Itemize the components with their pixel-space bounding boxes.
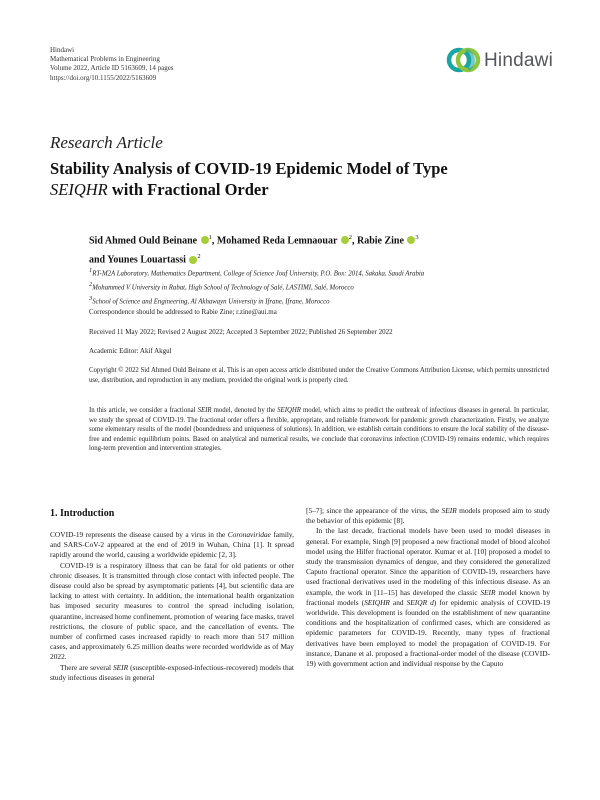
text-italic: Coronaviridae xyxy=(227,530,271,539)
author-name[interactable]: Rabie Zine xyxy=(356,235,404,247)
logo-text: Hindawi xyxy=(484,50,553,71)
paragraph xyxy=(50,663,294,683)
title-part1: Stability Analysis of COVID-19 Epidemic Model of Type xyxy=(50,159,448,178)
text: and xyxy=(389,597,407,607)
affiliation-item xyxy=(89,280,549,294)
abstract-text: model, denoted by the xyxy=(211,407,278,414)
column-right xyxy=(306,506,550,669)
author-name[interactable]: Mohamed Reda Lemnaouar xyxy=(216,235,338,247)
paragraph: COVID-19 is a respiratory illness that can be fatal for old patients or other chronic diseases. It is transmitted through close contact with infected people. The disease could also be spread by asymptomatic patients [4], but scientific data are lacking to attest with certainty. In addition, the international health organization has imposed security measures to control the spread including isolation, quarantine, increased home confinement, promotion of wearing face masks, travel restrictions, the closure of public space, and the cancellation of events. The number of confirmed cases increased rapidly to reach more than 517 million cases, and approximately 6.25 million deaths were recorded worldwide as of May 2022. xyxy=(50,560,294,662)
title-model: SEIQHR xyxy=(50,180,108,199)
volume-info: Volume 2022, Article ID 5163609, 14 pages xyxy=(50,64,174,73)
article-title xyxy=(50,158,520,200)
text-italic: SEIR xyxy=(480,587,496,597)
text: [5–7]; since the appearance of the virus, the xyxy=(306,506,442,515)
author-name[interactable]: and Younes Louartassi xyxy=(89,254,186,266)
author-affiliation-ref: 2 xyxy=(348,234,352,241)
abstract-model: SEIR xyxy=(197,407,212,414)
text: ) for epidemic analysis of COVID-19 worldwide. This development is founded on the establishment of new quarantine conditions and the hospitalization of confirmed cases, which are considered as epidemic parameters for COVID-19. Recently, many types of fractional derivatives have been employed to model the propagation of COVID-19. For instance, Danane et al. proposed a fractional-order model of the disease (COVID-19) with government action and individual response by the Caputo xyxy=(306,597,551,669)
text: model known by fractional models ( xyxy=(306,587,550,607)
orcid-icon[interactable] xyxy=(201,236,209,244)
author-list: Sid Ahmed Ould Beinane $^1$, Mohamed Reda Lemnaouar $^2$, Rabie Zine $^3$ and Younes Louartassi $^2$ xyxy=(89,234,419,266)
affiliations xyxy=(89,266,549,307)
text: There are several xyxy=(60,662,113,672)
author-name[interactable]: Sid Ahmed Ould Beinane xyxy=(89,235,198,247)
journal-meta xyxy=(50,46,174,83)
text: COVID-19 represents the disease caused by a virus in the xyxy=(50,530,228,539)
academic-editor: Academic Editor: Akif Akgul xyxy=(89,347,172,355)
affiliation-text: RT-M2A Laboratory, Mathematics Department, College of Science Jouf University, P.O. Box: 2014, Sakaka, Saudi Arabia xyxy=(92,270,425,278)
affiliation-text: Mohammed V University in Rabat, High School of Technology of Salé, LASTIMI, Salé, Morocco xyxy=(92,284,354,292)
affiliation-num: 1 xyxy=(89,267,93,274)
author-affiliation-ref: 2 xyxy=(197,253,201,261)
abstract-text: In this article, we consider a fractional xyxy=(89,407,198,414)
affiliation-text: School of Science and Engineering, Al Akhawayn University in Ifrane, Ifrane, Morocco xyxy=(92,297,330,305)
correspondence: Correspondence should be addressed to Rabie Zine; r.zine@aui.ma xyxy=(89,308,277,316)
orcid-icon[interactable] xyxy=(341,236,349,244)
abstract-text: model, which aims to predict the outbreak of infectious diseases in general. In particular, we study the spread of COVID-19. The fractional order offers a flexible, appropriate, and reliable framework for pandemic growth characterization. Firstly, we analyze some elementary results of the model (boundedness and uniqueness of solutions). In addition, we establish certain conditions to ensure the local stability of the disease-free and endemic equilibrium points. Based on analytical and numerical results, we conclude that coronavirus infection (COVID-19) remains endemic, which requires long-term prevention and intervention strategies. xyxy=(89,407,549,453)
text: In the last decade, fractional models have been used to model diseases in general. For example, Singh [9] proposed a new fractional model of blood alcohol model using the Hilfer fractional operator. Kumar et al. [10] proposed a model to study the transmission dynamics of dengue, and they considered the generalized Caputo fractional operator. Since the apparition of COVID-19, researchers have used fractional derivatives used in the modeling of this infectious disease. As an example, the work in [11–15] has developed the classic xyxy=(306,526,550,597)
text: (susceptible-exposed-infectious-recovered) models that study infectious diseases in general xyxy=(50,662,294,682)
journal-name: Mathematical Problems in Engineering xyxy=(50,55,160,64)
publication-dates: Received 11 May 2022; Revised 2 August 2022; Accepted 3 September 2022; Published 26 September 2022 xyxy=(89,328,393,336)
abstract-model: SEIQHR xyxy=(277,407,301,414)
publisher-logo[interactable] xyxy=(446,44,556,76)
article-type: Research Article xyxy=(50,133,163,152)
title-part2: with Fractional Order xyxy=(107,180,269,199)
text-italic: SEIQR d xyxy=(406,597,434,607)
text: models proposed aim to study the behavior of this epidemic [8]. xyxy=(306,506,550,526)
abstract xyxy=(89,406,549,454)
affiliation-item xyxy=(89,294,549,308)
column-left xyxy=(50,530,294,683)
affiliation-num: 3 xyxy=(89,294,93,302)
text-italic: SEIQHR xyxy=(364,597,390,607)
paragraph xyxy=(50,530,294,561)
publisher-name: Hindawi xyxy=(50,46,75,54)
copyright-notice: Copyright © 2022 Sid Ahmed Ould Beinane et al. This is an open access article distributed under the Creative Commons Attribution License, which permits unrestricted use, distribution, and reproduction in any medium, provided the original work is properly cited. xyxy=(89,367,549,384)
section-heading: 1. Introduction xyxy=(50,508,115,519)
text: family, and SARS-CoV-2 appeared at the end of 2019 in Wuhan, China [1]. It spread rapidly around the world, causing a worldwide epidemic [2, 3]. xyxy=(50,530,294,560)
author-affiliation-ref: 1 xyxy=(208,234,212,241)
hindawi-rings-icon xyxy=(446,44,482,76)
text-italic: SEIR xyxy=(112,662,129,672)
doi-link[interactable]: https://doi.org/10.1155/2022/5163609 xyxy=(50,73,157,82)
author-affiliation-ref: 3 xyxy=(415,234,419,241)
affiliation-item xyxy=(89,266,549,280)
paragraph xyxy=(306,526,550,669)
paragraph xyxy=(306,506,550,526)
affiliation-num: 2 xyxy=(89,280,93,288)
text-italic: SEIR xyxy=(441,506,457,515)
